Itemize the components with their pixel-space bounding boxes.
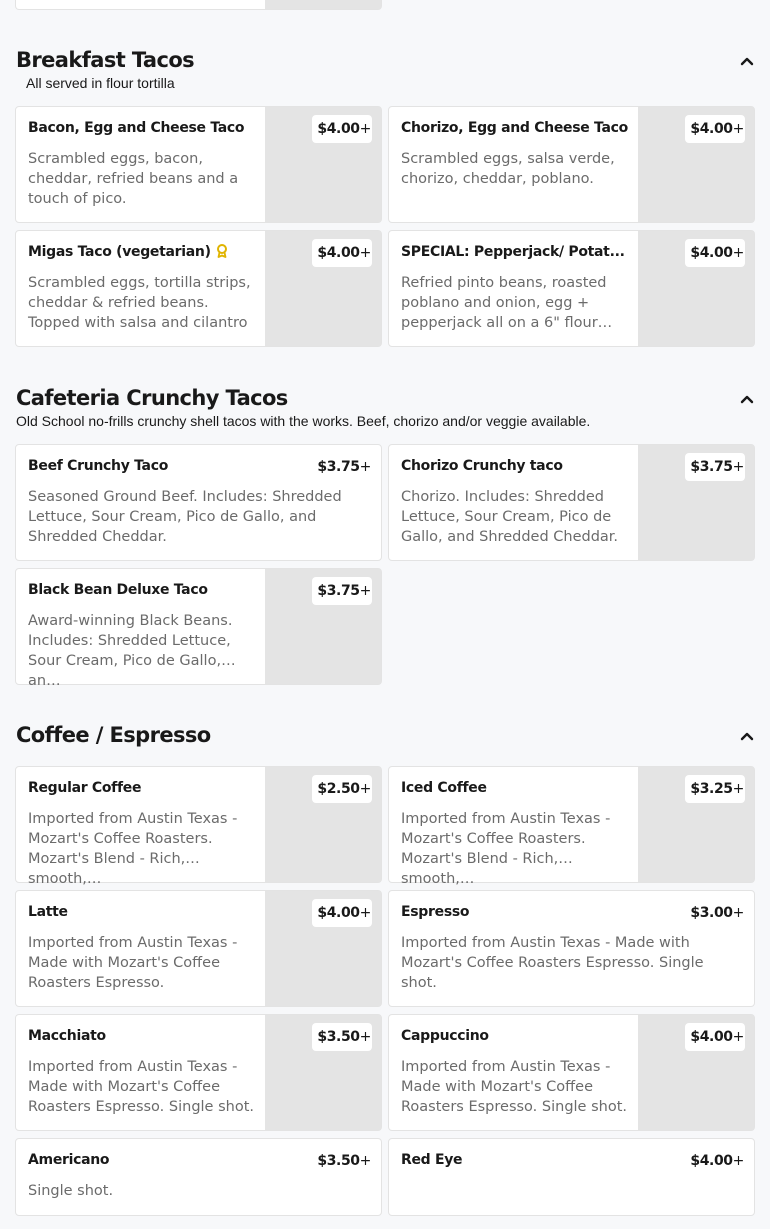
menu-item-name: Chorizo Crunchy taco [401, 458, 563, 474]
menu-item-card-partial[interactable] [15, 0, 382, 10]
menu-item-price [685, 1023, 745, 1051]
menu-item-price [685, 115, 745, 143]
menu-item-image [265, 0, 381, 9]
menu-item-card[interactable] [15, 766, 382, 887]
menu-item-description: Scrambled eggs, tortilla strips, cheddar & refried beans. Topped with salsa and cilantro [28, 275, 251, 331]
chevron-up-icon[interactable] [739, 391, 755, 407]
price-value: $3.75 [317, 459, 360, 475]
menu-item-description: Scrambled eggs, salsa verde, chorizo, cheddar, poblano. [401, 151, 615, 187]
price-plus: + [732, 1153, 744, 1169]
price-plus: + [732, 245, 744, 261]
menu-item-card[interactable] [15, 230, 382, 347]
menu-item-price [312, 1147, 372, 1175]
menu-item-price [685, 775, 745, 803]
price-value: $3.50 [317, 1153, 360, 1169]
menu-item-price [312, 577, 372, 605]
menu-item-price [312, 453, 372, 481]
price-plus: + [732, 459, 744, 475]
price-value: $4.00 [690, 1029, 733, 1045]
menu-item-price [685, 899, 745, 927]
menu-item-name-row [28, 243, 258, 263]
chevron-up-icon[interactable] [739, 53, 755, 69]
menu-item-name: Red Eye [401, 1152, 463, 1168]
menu-item-name: Latte [28, 904, 68, 920]
menu-item-card[interactable] [15, 106, 382, 223]
menu-item-name: Migas Taco (vegetarian) [28, 244, 211, 260]
menu-item-name: Regular Coffee [28, 780, 142, 796]
price-value: $4.00 [317, 121, 360, 137]
price-plus: + [359, 245, 371, 261]
price-plus: + [359, 583, 371, 599]
menu-item-price [685, 1147, 745, 1175]
chevron-up-icon[interactable] [739, 728, 755, 744]
price-plus: + [359, 1153, 371, 1169]
menu-item-description: Chorizo. Includes: Shredded Lettuce, Sour Cream, Pico de Gallo, and Shredded Cheddar. [401, 489, 619, 545]
price-value: $4.00 [690, 245, 733, 261]
price-plus: + [732, 905, 744, 921]
menu-item-price [685, 453, 745, 481]
menu-item-description: Imported from Austin Texas - Mozart's Coffee Roasters. Mozart's Blend - Rich, smooth,… [28, 811, 238, 887]
section-title: Cafeteria Crunchy Tacos [16, 386, 288, 410]
menu-item-price [312, 1023, 372, 1051]
menu-item-card[interactable] [388, 106, 755, 223]
award-icon [216, 244, 228, 263]
section-subtitle: All served in flour tortilla [26, 75, 175, 91]
price-value: $3.75 [317, 583, 360, 599]
price-plus: + [359, 121, 371, 137]
menu-section-coffee-espresso [16, 722, 755, 748]
menu-section-cafeteria-crunchy-tacos [16, 385, 755, 430]
menu-item-card[interactable] [388, 230, 755, 347]
menu-item-card[interactable] [15, 1014, 382, 1131]
menu-item-description: Single shot. [28, 1183, 114, 1199]
menu-item-card[interactable] [15, 890, 382, 1007]
price-value: $3.50 [317, 1029, 360, 1045]
menu-item-description: Scrambled eggs, bacon, cheddar, refried beans and a touch of pico. [28, 151, 239, 207]
price-plus: + [359, 459, 371, 475]
menu-item-description: Imported from Austin Texas - Made with Mozart's Coffee Roasters Espresso. Single shot. [28, 1059, 254, 1115]
price-plus: + [359, 781, 371, 797]
menu-item-card[interactable] [388, 890, 755, 1007]
price-plus: + [359, 1029, 371, 1045]
menu-item-name: SPECIAL: Pepperjack/ Potat... [401, 244, 625, 260]
menu-item-price [685, 239, 745, 267]
price-value: $4.00 [690, 1153, 733, 1169]
menu-item-card[interactable] [388, 444, 755, 561]
price-value: $4.00 [317, 245, 360, 261]
price-value: $3.00 [690, 905, 733, 921]
menu-item-description: Award-winning Black Beans. Includes: Shredded Lettuce, Sour Cream, Pico de Gallo, an… [28, 613, 233, 689]
section-title: Coffee / Espresso [16, 723, 211, 747]
menu-item-card[interactable] [15, 1138, 382, 1216]
section-subtitle: Old School no-frills crunchy shell tacos with the works. Beef, chorizo and/or veggie available. [16, 413, 591, 429]
menu-item-description: Imported from Austin Texas - Made with Mozart's Coffee Roasters Espresso. Single shot. [401, 1059, 627, 1115]
menu-item-name: Beef Crunchy Taco [28, 458, 169, 474]
menu-item-card[interactable] [15, 444, 382, 561]
menu-item-description: Seasoned Ground Beef. Includes: Shredded Lettuce, Sour Cream, Pico de Gallo, and Shredded Cheddar. [28, 489, 342, 545]
menu-item-description: Imported from Austin Texas - Mozart's Coffee Roasters. Mozart's Blend - Rich, smooth,… [401, 811, 611, 887]
menu-item-description: Imported from Austin Texas - Made with Mozart's Coffee Roasters Espresso. Single shot. [401, 935, 704, 991]
menu-section-breakfast-tacos [16, 47, 755, 92]
price-value: $4.00 [317, 905, 360, 921]
price-plus: + [732, 121, 744, 137]
menu-item-card[interactable] [388, 766, 755, 887]
price-value: $3.25 [690, 781, 733, 797]
menu-item-description: Imported from Austin Texas - Made with Mozart's Coffee Roasters Espresso. [28, 935, 238, 991]
menu-item-name: Iced Coffee [401, 780, 487, 796]
menu-item-description: Refried pinto beans, roasted poblano and onion, egg + pepperjack all on a 6" flour… [401, 275, 613, 331]
menu-item-name: Bacon, Egg and Cheese Taco [28, 120, 245, 136]
menu-item-name: Black Bean Deluxe Taco [28, 582, 208, 598]
menu-item-card[interactable] [388, 1014, 755, 1131]
price-plus: + [732, 781, 744, 797]
menu-item-name: Chorizo, Egg and Cheese Taco [401, 120, 628, 136]
menu-item-price [312, 115, 372, 143]
section-title: Breakfast Tacos [16, 48, 195, 72]
menu-item-price [312, 239, 372, 267]
price-plus: + [732, 1029, 744, 1045]
menu-item-card[interactable] [15, 568, 382, 689]
price-value: $2.50 [317, 781, 360, 797]
menu-item-name: Cappuccino [401, 1028, 489, 1044]
menu-item-price [312, 775, 372, 803]
price-value: $3.75 [690, 459, 733, 475]
menu-item-name: Americano [28, 1152, 110, 1168]
menu-item-name: Macchiato [28, 1028, 106, 1044]
menu-item-name: Espresso [401, 904, 470, 920]
menu-item-price [312, 899, 372, 927]
price-plus: + [359, 905, 371, 921]
price-value: $4.00 [690, 121, 733, 137]
menu-item-card[interactable] [388, 1138, 755, 1216]
